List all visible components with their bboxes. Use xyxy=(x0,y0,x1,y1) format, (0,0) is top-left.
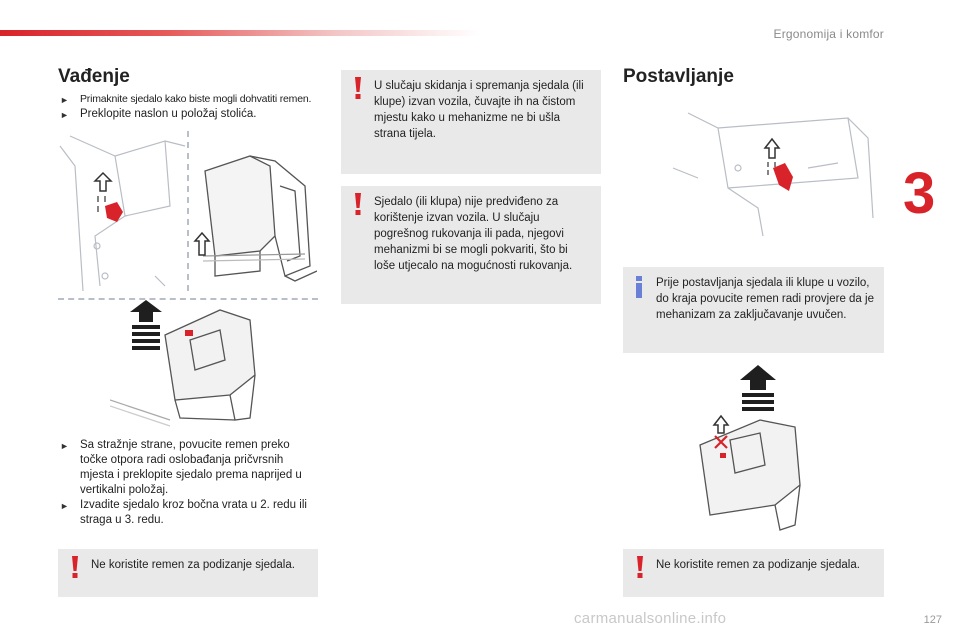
step-text: Preklopite naslon u položaj stolića. xyxy=(80,108,257,120)
removal-steps-top xyxy=(58,92,328,122)
list-item xyxy=(58,92,328,107)
list-item xyxy=(58,498,320,528)
watermark: carmanualsonline.info xyxy=(574,610,727,627)
seat-fold-illustration xyxy=(55,126,317,296)
triangle-right-icon: ► xyxy=(60,95,69,105)
page-number: 127 xyxy=(923,614,942,626)
step-text: Sa stražnje strane, povucite remen preko točke otpora radi oslobađanja pričvrsnih mjesta i preklopite sjedalo prema naprijed u vertikalni položaj. xyxy=(80,439,302,496)
step-text: Primaknite sjedalo kako biste mogli dohvatiti remen. xyxy=(80,93,312,105)
triangle-right-icon: ► xyxy=(60,441,69,451)
info-box-installation xyxy=(623,267,884,353)
step-text: Izvadite sjedalo kroz bočna vrata u 2. redu ili straga u 3. redu. xyxy=(80,499,307,526)
list-item xyxy=(58,107,328,122)
warning-box-storage xyxy=(341,70,601,174)
section-title-removal: Vađenje xyxy=(58,66,130,87)
seat-install-illustration xyxy=(690,365,820,535)
seat-lift-illustration xyxy=(110,300,270,428)
floor-anchor-illustration xyxy=(668,108,888,238)
section-title-installation: Postavljanje xyxy=(623,66,734,87)
list-item xyxy=(58,438,320,498)
info-text: Prije postavljanja sjedala ili klupe u vozilo, do kraja povucite remen radi provjere da je mehanizam za zaključavanje uvučen. xyxy=(656,277,874,321)
warning-text: Ne koristite remen za podizanje sjedala. xyxy=(91,559,295,571)
exclamation-warning-icon xyxy=(353,193,363,215)
triangle-right-icon: ► xyxy=(60,110,69,120)
chapter-number: 3 xyxy=(903,161,936,226)
triangle-right-icon: ► xyxy=(60,501,69,511)
exclamation-warning-icon xyxy=(635,556,645,578)
exclamation-warning-icon xyxy=(353,77,363,99)
warning-box-usage xyxy=(341,186,601,304)
removal-steps-bottom xyxy=(58,438,320,528)
warning-box-removal xyxy=(58,549,318,597)
warning-text: Ne koristite remen za podizanje sjedala. xyxy=(656,559,860,571)
warning-text: Sjedalo (ili klupa) nije predviđeno za korištenje izvan vozila. U slučaju pogrešnog rukovanja ili pada, njegovi mehanizmi bi se mogli pokvariti, što bi loše utjecalo na mogućnosti rukovanja. xyxy=(374,196,573,272)
exclamation-warning-icon xyxy=(70,556,80,578)
chapter-header-title: Ergonomija i komfor xyxy=(773,27,884,41)
warning-box-installation xyxy=(623,549,884,597)
info-icon xyxy=(635,276,643,298)
warning-text: U slučaju skidanja i spremanja sjedala (ili klupe) izvan vozila, čuvajte ih na čistom mjestu kako u mehanizme ne bi ušla strana tijela. xyxy=(374,80,584,140)
header-accent-bar xyxy=(0,30,480,36)
